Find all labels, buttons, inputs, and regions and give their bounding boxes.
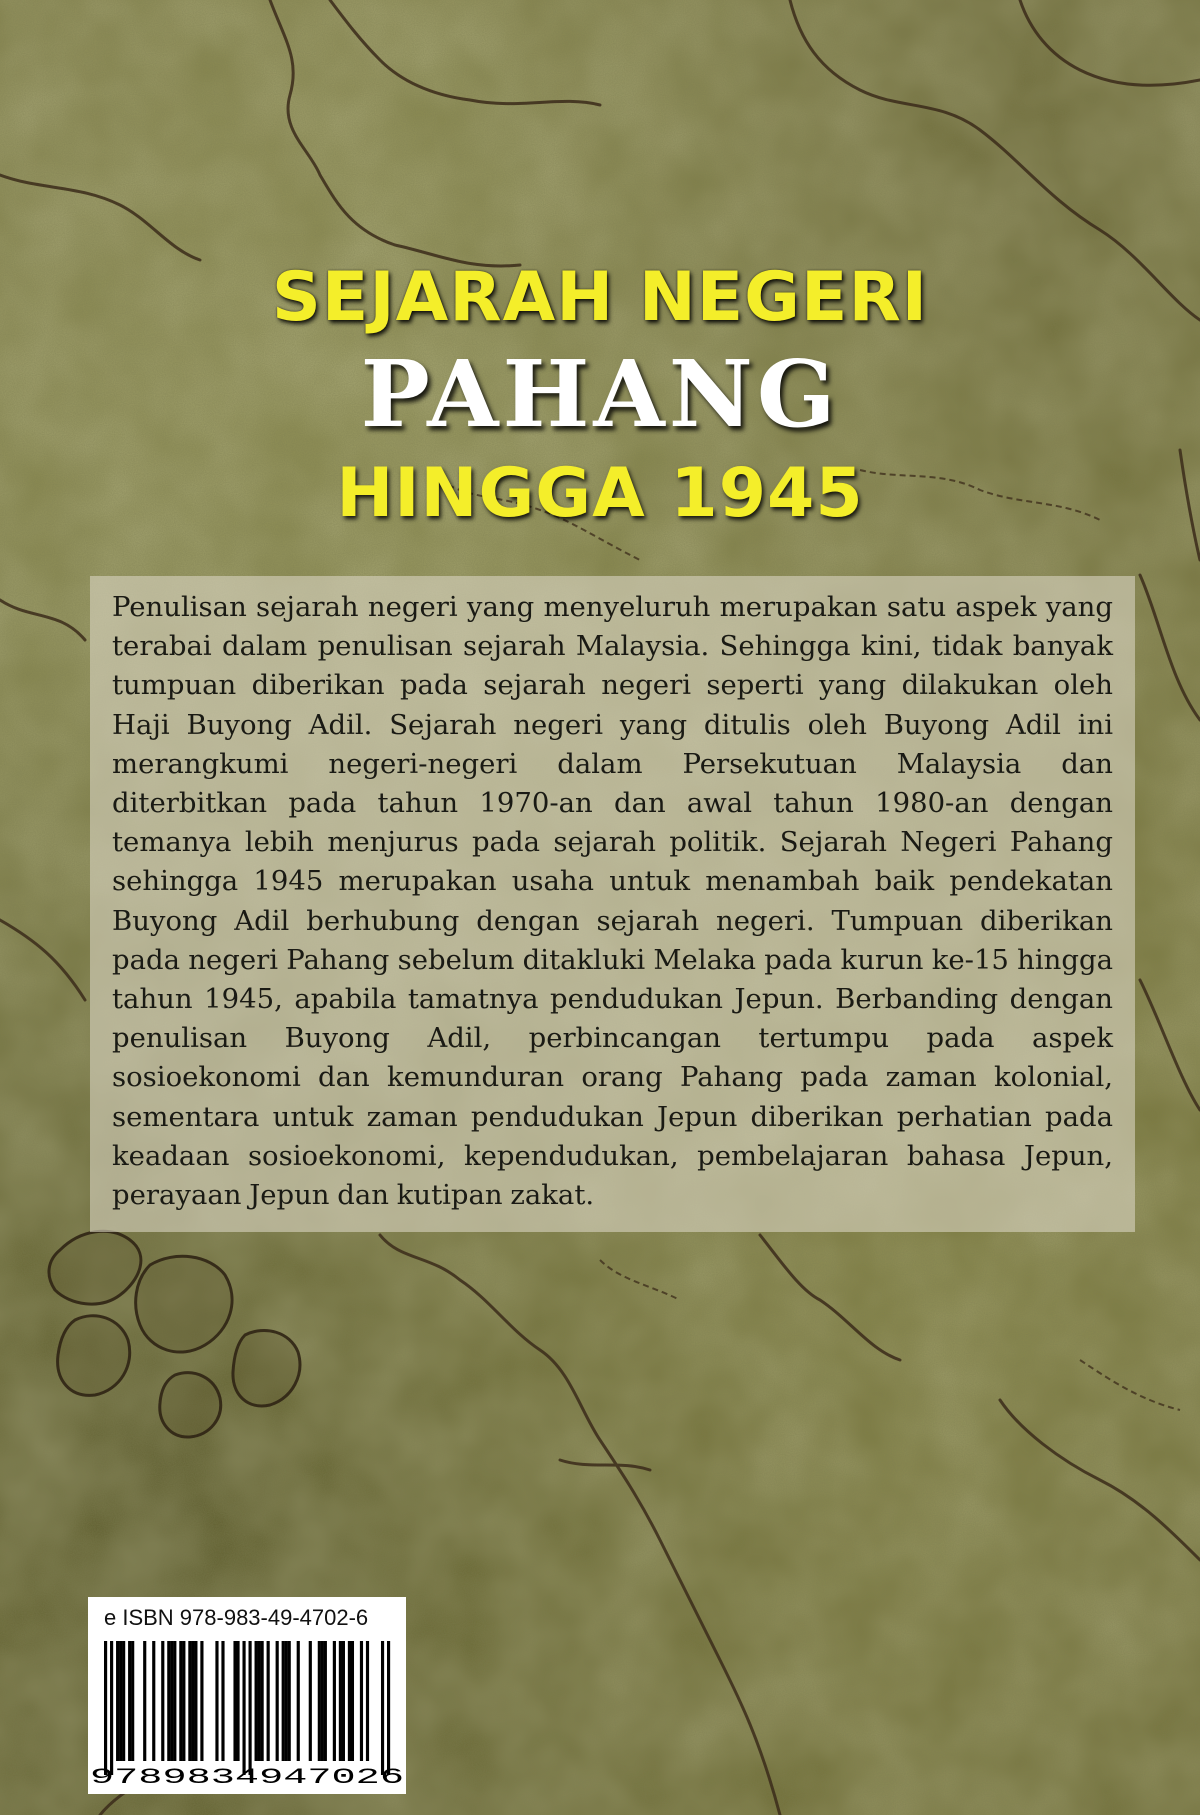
barcode-bar: [249, 1641, 252, 1775]
barcode-bar: [324, 1641, 327, 1761]
barcode-bar: [342, 1641, 345, 1761]
barcode-bar: [188, 1641, 191, 1761]
isbn-label: e ISBN 978-983-49-4702-6: [104, 1605, 369, 1630]
barcode-bar: [348, 1641, 351, 1761]
barcode-bar: [387, 1641, 390, 1775]
barcode-bar: [200, 1641, 203, 1761]
barcode-bar: [116, 1641, 119, 1761]
barcode-bar: [339, 1641, 342, 1761]
barcode-bar: [191, 1641, 194, 1761]
blurb-panel: [90, 576, 1135, 1232]
barcode-bar: [167, 1641, 170, 1761]
barcode-bar: [282, 1641, 285, 1761]
barcode-bar: [182, 1641, 185, 1761]
barcode-bar: [173, 1641, 176, 1761]
barcode-bar: [318, 1641, 321, 1761]
barcode-icon: [88, 1637, 406, 1789]
barcode-bar: [267, 1641, 270, 1761]
barcode-bar: [236, 1641, 239, 1761]
barcode-bar: [104, 1641, 107, 1775]
barcode-bar: [381, 1641, 384, 1775]
barcode-bar: [194, 1641, 197, 1761]
barcode-bar: [233, 1641, 236, 1761]
barcode-bar: [242, 1641, 245, 1775]
barcode-bar: [321, 1641, 324, 1761]
title-line-hingga-1945: HINGGA 1945: [336, 454, 864, 533]
blurb-text: Penulisan sejarah negeri yang menyeluruh merupakan satu aspek yang terabai dalam penulisan sejarah Malaysia. Sehingga kini, tidak banyak tumpuan diberikan pada sejarah negeri seperti yang dilakukan oleh Haji Buyong Adil. Sejarah negeri yang ditulis oleh Buyong Adil ini merangkumi negeri-negeri dalam Persekutuan Malaysia dan diterbitkan pada tahun 1970-an dan awal tahun 1980-an dengan temanya lebih menjurus pada sejarah politik. Sejarah Negeri Pahang sehingga 1945 merupakan usaha untuk menambah baik pendekatan Buyong Adil berhubung dengan sejarah negeri. Tumpuan diberikan pada negeri Pahang sebelum ditakluki Melaka pada kurun ke-15 hingga tahun 1945, apabila tamatnya pendudukan Jepun. Berbanding dengan penulisan Buyong Adil, perbincangan tertumpu pada aspek sosioekonomi dan kemunduran orang Pahang pada zaman kolonial, sementara untuk zaman pendudukan Jepun diberikan perhatian pada keadaan sosioekonomi, kependudukan, pembelajaran bahasa Jepun, perayaan Jepun dan kutipan zakat.: [112, 591, 1113, 1212]
barcode-bar: [309, 1641, 312, 1761]
barcode-bar: [110, 1641, 113, 1775]
barcode-bar: [333, 1641, 336, 1761]
barcode-bar: [179, 1641, 182, 1761]
barcode-bar: [221, 1641, 224, 1761]
barcode-bar: [261, 1641, 264, 1761]
barcode-bar: [170, 1641, 173, 1761]
barcode-bar: [366, 1641, 369, 1761]
barcode-bar: [258, 1641, 261, 1761]
barcode-bar: [122, 1641, 125, 1761]
isbn-barcode-panel: [88, 1597, 406, 1794]
title-line-pahang: PAHANG: [360, 340, 840, 448]
barcode-bar: [143, 1641, 146, 1761]
barcode-bar: [276, 1641, 279, 1761]
barcode-bar: [128, 1641, 131, 1761]
barcode-bar: [285, 1641, 288, 1761]
barcode-bar: [161, 1641, 164, 1761]
barcode-bar: [360, 1641, 363, 1761]
barcode-bar: [351, 1641, 354, 1761]
barcode-bar: [288, 1641, 291, 1761]
barcode-bar: [119, 1641, 122, 1761]
barcode-bar: [255, 1641, 258, 1761]
barcode-bar: [215, 1641, 218, 1761]
title-line-sejarah-negeri: SEJARAH NEGERI: [271, 258, 929, 337]
barcode-digits: 9789834947026: [90, 1765, 404, 1789]
barcode-bar: [297, 1641, 300, 1761]
barcode-bar: [131, 1641, 134, 1761]
barcode-bar: [152, 1641, 155, 1761]
